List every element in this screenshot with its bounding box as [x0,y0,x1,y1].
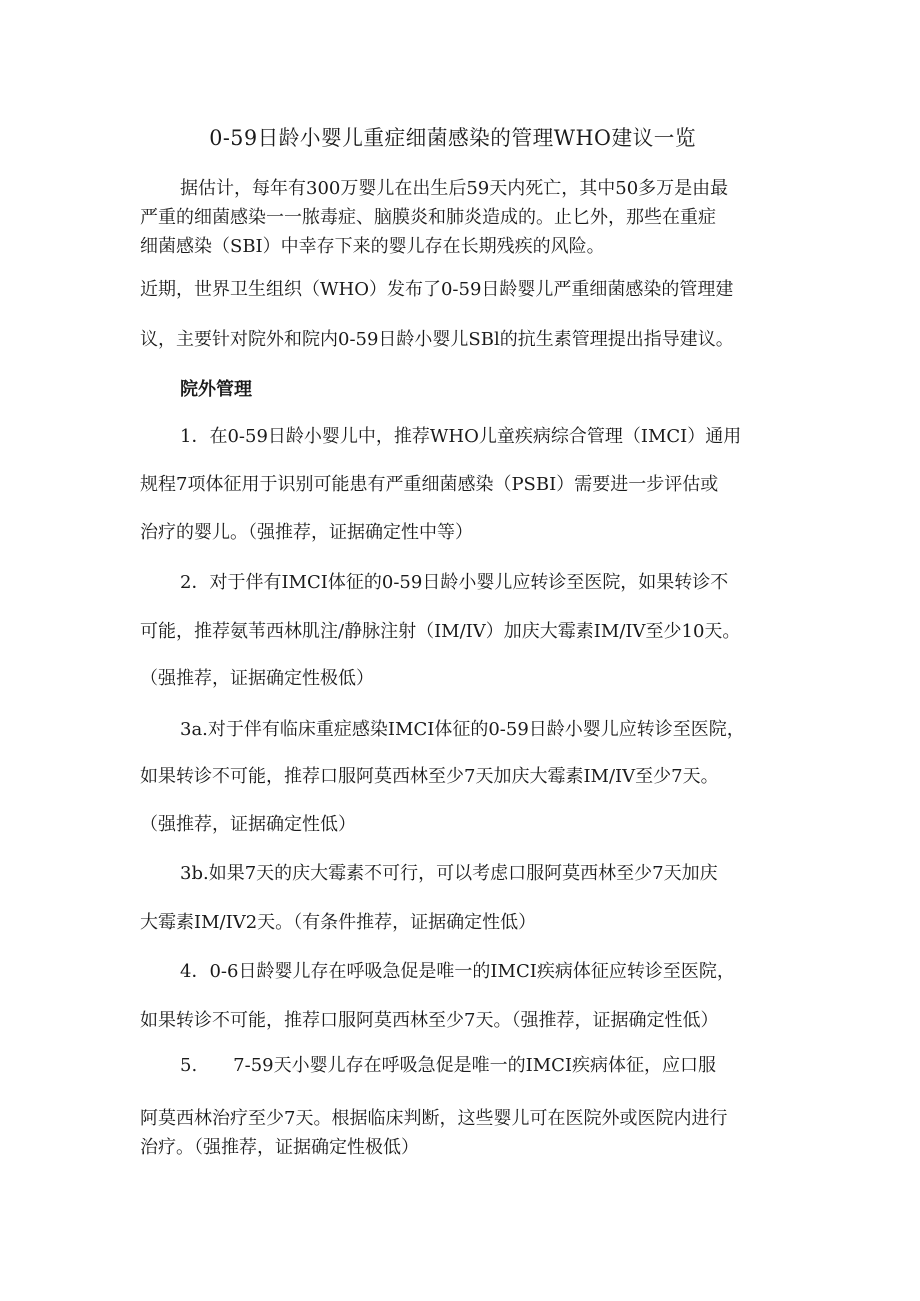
intro-line: 严重的细菌感染一一脓毒症、脑膜炎和肺炎造成的。止匕外，那些在重症 [140,207,716,228]
item-3b-line: 大霉素IM/IV2天。（有条件推荐，证据确定性低） [140,912,537,933]
item-5-line: 治疗。（强推荐，证据确定性极低） [140,1137,419,1158]
item-1-line: 治疗的婴儿。（强推荐，证据确定性中等） [140,522,473,543]
item-5-line: 5. 7-59天小婴儿存在呼吸急促是唯一的IMCI疾病体征，应口服 [180,1055,717,1076]
item-5-line: 阿莫西林治疗至少7天。根据临床判断，这些婴儿可在医院外或医院内进行 [140,1108,728,1129]
recent-line: 近期，世界卫生组织（WHO）发布了0-59日龄婴儿严重细菌感染的管理建 [140,279,734,300]
section-heading: 院外管理 [180,379,252,400]
item-3a-line: （强推荐，证据确定性低） [140,814,356,835]
item-2-line: 可能，推荐氨苇西林肌注/静脉注射（IM/IV）加庆大霉素IM/IV至少10天。 [140,621,741,642]
item-1-line: 规程7项体征用于识别可能患有严重细菌感染（PSBI）需要进一步评估或 [140,474,719,495]
item-2-line: （强推荐，证据确定性极低） [140,668,374,689]
item-3b-line: 3b.如果7天的庆大霉素不可行，可以考虑口服阿莫西林至少7天加庆 [180,863,718,884]
item-3a-line: 如果转诊不可能，推荐口服阿莫西林至少7天加庆大霉素IM/IV至少7天。 [140,766,719,787]
intro-line: 据估计，每年有300万婴儿在出生后59天内死亡，其中50多万是由最 [180,178,729,199]
document-title: 0-59日龄小婴儿重症细菌感染的管理WHO建议一览 [209,126,697,150]
intro-line: 细菌感染（SBI）中幸存下来的婴儿存在长期残疾的风险。 [140,236,605,257]
recent-line: 议，主要针对院外和院内0-59日龄小婴儿SBl的抗生素管理提出指导建议。 [140,329,734,350]
item-2-line: 2．对于伴有IMCI体征的0-59日龄小婴儿应转诊至医院，如果转诊不 [180,572,729,593]
item-1-line: 1．在0-59日龄小婴儿中，推荐WHO儿童疾病综合管理（IMCI）通用 [180,426,742,447]
item-3a-line: 3a.对于伴有临床重症感染IMCI体征的0-59日龄小婴儿应转诊至医院， [180,719,745,740]
item-4-line: 4．0-6日龄婴儿存在呼吸急促是唯一的IMCI疾病体征应转诊至医院， [180,961,735,982]
item-4-line: 如果转诊不可能，推荐口服阿莫西林至少7天。（强推荐，证据确定性低） [140,1010,719,1031]
